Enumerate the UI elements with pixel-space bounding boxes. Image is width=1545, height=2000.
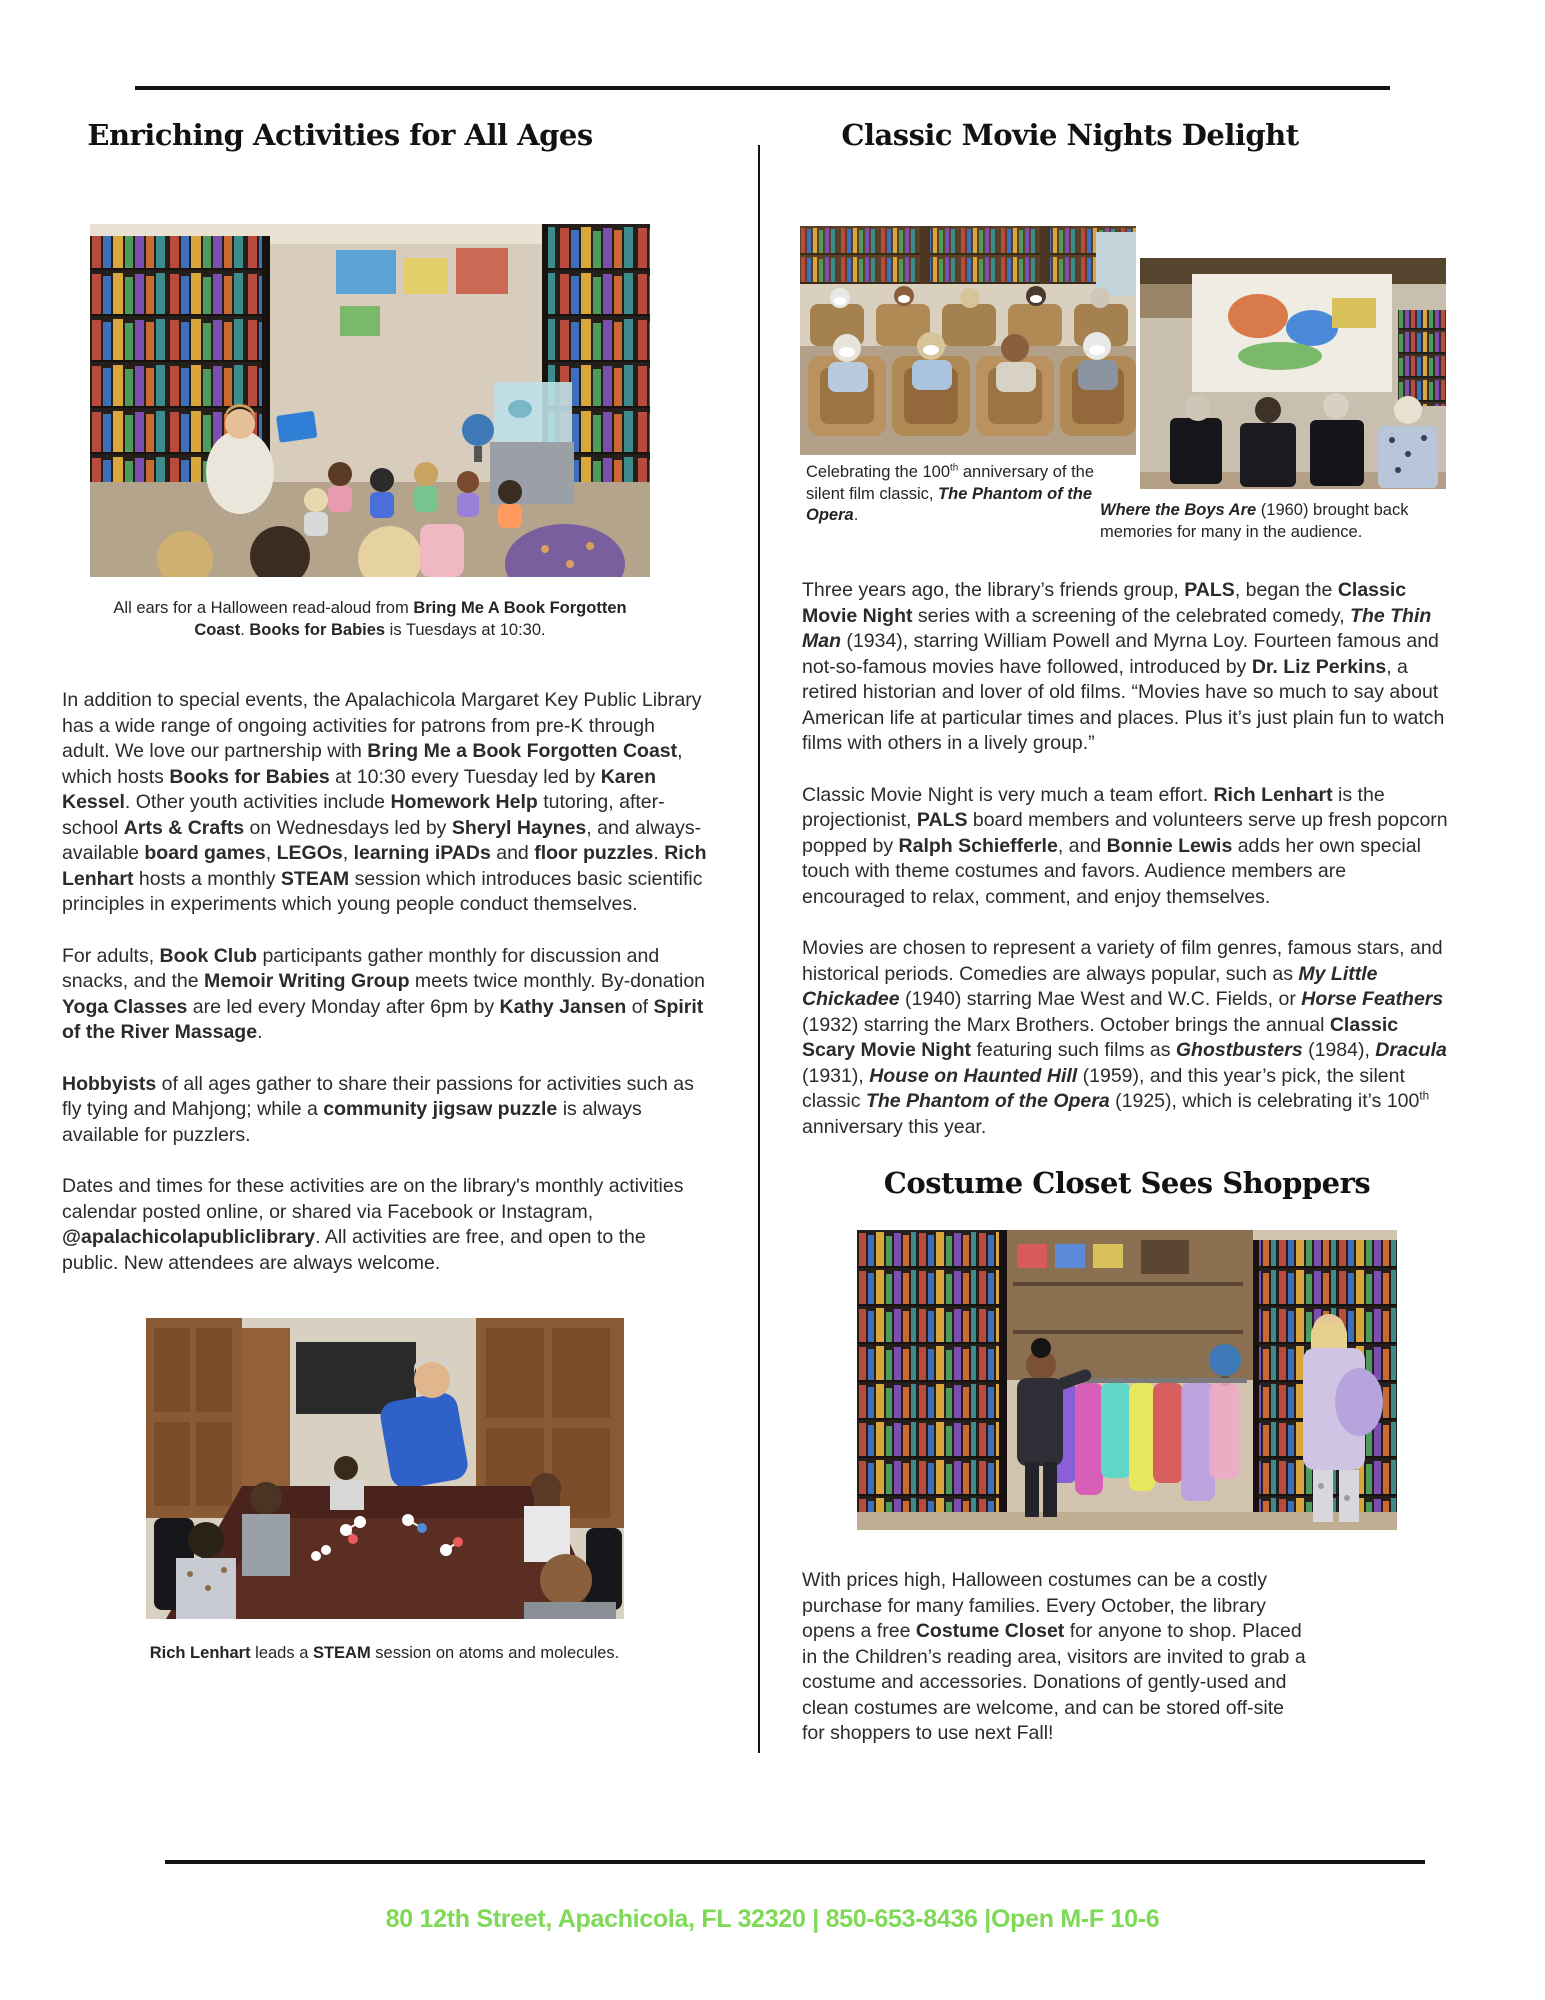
left-paragraph-1: In addition to special events, the Apalachicola Margaret Key Public Library has a wide range of ongoing activities for patrons from pre-K through adult. We love our partnership with Bring Me a Book Forgotten Coast, which hosts Books for Babies at 10:30 every Tuesday led by Karen Kessel. Other youth activities include Homework Help tutoring, after-school Arts & Crafts on Wednesdays led by Sheryl Haynes, and always-available board games, LEGOs, learning iPADs and floor puzzles. Rich Lenhart hosts a monthly STEAM session which introduces basic scientific principles in experiments which young people conduct themselves. <box>62 689 707 915</box>
footer-divider-rule <box>165 1860 1425 1864</box>
right-paragraph-1: Three years ago, the library’s friends group, PALS, began the Classic Movie Night series with a screening of the celebrated comedy, The Thin Man (1934), starring William Powell and Myrna Loy. Fourteen famous and not-so-famous movies have followed, introduced by Dr. Liz Perkins, a retired historian and lover of old films. “Movies have so much to say about American life at particular times and places. Plus it’s just plain fun to watch films with others in a lively group.” <box>802 579 1445 754</box>
right-section-title: Classic Movie Nights Delight <box>841 118 1299 152</box>
steam-session-photo <box>146 1318 624 1619</box>
footer-contact-info: 80 12th Street, Apachicola, FL 32320 | 850-653-8436 |Open M-F 10-6 <box>385 1905 1160 1933</box>
costume-closet-photo <box>857 1230 1397 1530</box>
right-paragraph-3: Movies are chosen to represent a variety of film genres, famous stars, and historical periods. Comedies are always popular, such as My Little Chickadee (1940) starring Mae West and W.C. Fields, or Horse Feathers (1932) starring the Marx Brothers. October brings the annual Classic Scary Movie Night featuring such films as Ghostbusters (1984), Dracula (1931), House on Haunted Hill (1959), and this year’s pick, the silent classic The Phantom of the Opera (1925), which is celebrating it’s 100th anniversary this year. <box>802 937 1447 1138</box>
storytime-caption: All ears for a Halloween read-aloud from Bring Me A Book Forgotten Coast. Books for Babies is Tuesdays at 10:30. <box>113 599 627 639</box>
left-section-title: Enriching Activities for All Ages <box>87 118 593 152</box>
movie-audience-photo <box>800 226 1136 455</box>
right-paragraph-2: Classic Movie Night is very much a team effort. Rich Lenhart is the projectionist, PALS board members and volunteers serve up fresh popcorn popped by Ralph Schiefferle, and Bonnie Lewis adds her own special touch with theme costumes and favors. Audience members are encouraged to relax, comment, and enjoy themselves. <box>802 783 1448 908</box>
steam-caption: Rich Lenhart leads a STEAM session on atoms and molecules. <box>149 1644 620 1662</box>
where-the-boys-are-caption: Where the Boys Are (1960) brought back memories for many in the audience. <box>1100 501 1409 541</box>
left-column <box>62 688 707 1665</box>
left-paragraph-3: Hobbyists of all ages gather to share their passions for activities such as fly tying and Mahjong; while a community jigsaw puzzle is always available for puzzlers. <box>62 1072 694 1146</box>
costume-closet-paragraph: With prices high, Halloween costumes can be a costly purchase for many families. Every October, the library opens a free Costume Closet for anyone to shop. Placed in the Children’s reading area, visitors are invited to grab a costume and accessories. Donations of gently-used and clean costumes are welcome, and can be stored off-site for shoppers to use next Fall! <box>802 1569 1306 1744</box>
left-paragraph-4: Dates and times for these activities are on the library's monthly activities calendar posted online, or shared via Facebook or Instagram, @apalachicolapubliclibrary. All activities are free, and open to the public. New attendees are always welcome. <box>62 1175 684 1274</box>
right-column <box>802 578 1452 1773</box>
costume-closet-title: Costume Closet Sees Shoppers <box>883 1166 1371 1200</box>
top-divider-rule <box>135 86 1390 90</box>
movie-screening-photo <box>1140 258 1446 489</box>
phantom-caption: Celebrating the 100th anniversary of the silent film classic, The Phantom of the Opera. <box>806 462 1095 524</box>
column-divider-rule <box>758 145 760 1753</box>
storytime-photo <box>90 224 650 577</box>
left-paragraph-2: For adults, Book Club participants gather monthly for discussion and snacks, and the Memoir Writing Group meets twice monthly. By-donation Yoga Classes are led every Monday after 6pm by Kathy Jansen of Spirit of the River Massage. <box>62 944 706 1043</box>
